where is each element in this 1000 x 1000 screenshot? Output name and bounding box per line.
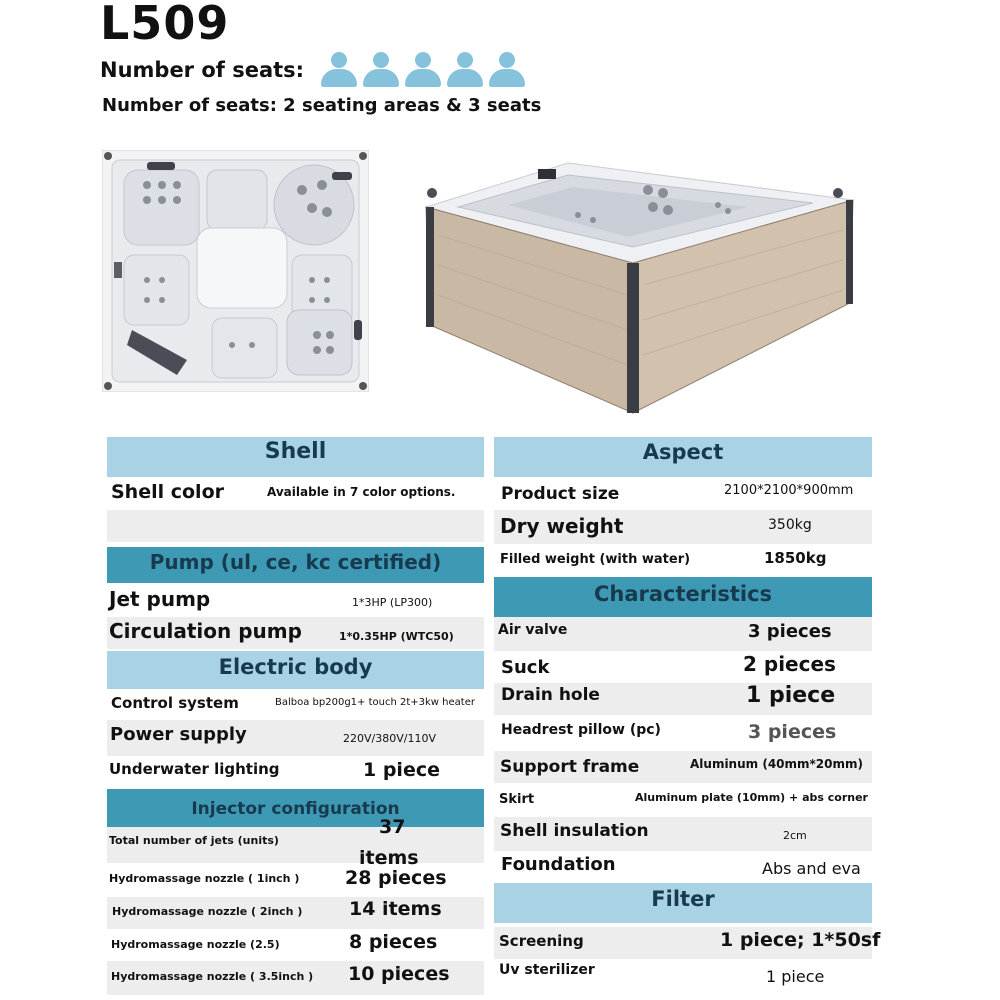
shell-title: Shell xyxy=(264,439,327,464)
jet-pump-value: 1*3HP (LP300) xyxy=(352,596,433,609)
hot-tub-perspective-image xyxy=(418,145,858,417)
dry-weight-label: Dry weight xyxy=(500,514,624,538)
circ-pump-label: Circulation pump xyxy=(109,619,302,643)
nozzle-2inch-value: 14 items xyxy=(349,898,442,920)
nozzle-2-5-value: 8 pieces xyxy=(349,931,438,953)
air-valve-value: 3 pieces xyxy=(748,621,832,642)
drain-hole-value: 1 piece xyxy=(746,683,836,708)
person-icon xyxy=(404,52,442,88)
power-supply-label: Power supply xyxy=(110,724,247,745)
screening-value: 1 piece; 1*50sf xyxy=(720,929,881,951)
seats-description: Number of seats: 2 seating areas & 3 seats xyxy=(102,95,542,116)
shell-header xyxy=(107,437,484,477)
right-spec-table xyxy=(494,437,881,1000)
headrest-pillow-label: Headrest pillow (pc) xyxy=(501,722,661,738)
hot-tub-top-view-image xyxy=(102,150,369,392)
shell-color-label: Shell color xyxy=(111,481,224,503)
headrest-pillow-value: 3 pieces xyxy=(748,721,837,743)
control-system-label: Control system xyxy=(111,694,239,712)
shell-insulation-value: 2cm xyxy=(783,829,807,842)
dry-weight-value: 350kg xyxy=(768,517,812,533)
electric-title: Electric body xyxy=(218,655,373,679)
foundation-value: Abs and eva xyxy=(762,859,861,878)
shell-color-value: Available in 7 color options. xyxy=(267,485,456,499)
drain-hole-label: Drain hole xyxy=(501,685,600,705)
characteristics-title: Characteristics xyxy=(593,582,773,606)
underwater-lighting-label: Underwater lighting xyxy=(109,760,280,778)
aspect-header xyxy=(494,437,872,477)
suck-label: Suck xyxy=(501,657,550,678)
skirt-value: Aluminum plate (10mm) + abs corner xyxy=(635,791,868,804)
filled-weight-label: Filled weight (with water) xyxy=(500,552,691,567)
seats-label: Number of seats: xyxy=(100,58,305,82)
control-system-value: Balboa bp200g1+ touch 2t+3kw heater xyxy=(275,697,475,708)
injector-title: Injector configuration xyxy=(191,799,400,819)
filter-header xyxy=(494,883,872,923)
circ-pump-value: 1*0.35HP (WTC50) xyxy=(339,630,454,643)
person-icon xyxy=(446,52,484,88)
power-supply-value: 220V/380V/110V xyxy=(343,732,436,745)
product-size-value: 2100*2100*900mm xyxy=(724,483,854,498)
characteristics-header xyxy=(494,577,872,617)
uv-sterilizer-label: Uv sterilizer xyxy=(499,962,595,978)
suck-value: 2 pieces xyxy=(743,652,836,676)
underwater-lighting-value: 1 piece xyxy=(363,759,440,781)
filled-weight-value: 1850kg xyxy=(764,549,827,567)
total-jets-label: Total number of jets (units) xyxy=(109,834,279,847)
nozzle-1inch-value: 28 pieces xyxy=(345,867,447,889)
air-valve-label: Air valve xyxy=(498,622,568,638)
person-icon xyxy=(362,52,400,88)
jet-pump-label: Jet pump xyxy=(109,587,211,611)
nozzle-3-5inch-label: Hydromassage nozzle ( 3.5inch ) xyxy=(111,970,314,983)
uv-sterilizer-value: 1 piece xyxy=(766,967,825,986)
person-icon xyxy=(488,52,526,88)
screening-label: Screening xyxy=(499,932,584,950)
skirt-label: Skirt xyxy=(499,792,535,807)
shell-blank-row xyxy=(107,510,484,542)
seat-icons xyxy=(320,52,526,88)
foundation-label: Foundation xyxy=(501,854,616,875)
person-icon xyxy=(320,52,358,88)
nozzle-1inch-label: Hydromassage nozzle ( 1inch ) xyxy=(109,872,300,885)
shell-insulation-label: Shell insulation xyxy=(500,821,649,841)
support-frame-label: Support frame xyxy=(500,757,640,777)
electric-header xyxy=(107,651,484,689)
nozzle-2-5-label: Hydromassage nozzle (2.5) xyxy=(111,938,280,951)
left-spec-table xyxy=(107,437,484,1000)
product-size-label: Product size xyxy=(501,484,620,504)
support-frame-value: Aluminum (40mm*20mm) xyxy=(690,757,863,771)
total-jets-value-unit: items xyxy=(359,847,419,869)
nozzle-3-5inch-value: 10 pieces xyxy=(348,963,450,985)
product-title: L509 xyxy=(100,0,230,50)
aspect-title: Aspect xyxy=(642,440,724,464)
filter-title: Filter xyxy=(651,887,715,911)
pump-header xyxy=(107,547,484,583)
injector-header xyxy=(107,789,484,827)
total-jets-value-number: 37 xyxy=(379,816,406,838)
pump-title: Pump (ul, ce, kc certified) xyxy=(149,550,442,574)
nozzle-2inch-label: Hydromassage nozzle ( 2inch ) xyxy=(112,905,303,918)
